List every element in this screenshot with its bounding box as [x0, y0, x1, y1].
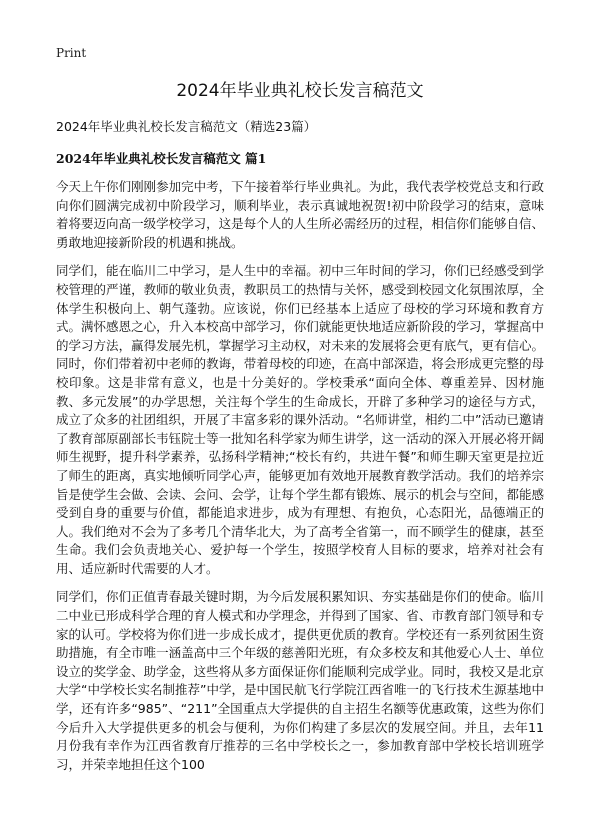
- page-title: 2024年毕业典礼校长发言稿范文: [176, 81, 424, 101]
- section-heading: 2024年毕业典礼校长发言稿范文 篇1: [56, 151, 267, 166]
- document-subtitle: 2024年毕业典礼校长发言稿范文（精选23篇）: [56, 119, 317, 134]
- print-link[interactable]: Print: [56, 46, 87, 60]
- paragraph-3: 同学们，你们正值青春最关键时期，为今后发展积累知识、夯实基础是你们的使命。临川二中业已形成科学合理的育人模式和办学理念，并得到了国家、省、市教育部门领导和专家的认可。学校将为你们进一步成长成才，提供更优质的教育。学校还有一系列贫困生资助措施，有全市唯一涵盖高中三个年级的慈善阳光班，有众多校友和其他爱心人士、单位设立的奖学金、助学金，这些将从多方面保证你们能顺利完成学业。同时，我校又是北京大学“中学校长实名制推荐”中学，是中国民航飞行学院江西省唯一的飞行技术生源基地中学，还有许多“985”、“211”全国重点大学提供的自主招生名额等优惠政策，这些为你们今后升入大学提供更多的机会与便利，为你们构建了多层次的发展空间。并且，去年11月份我有幸作为江西省教育厅推荐的三名中学校长之一，参加教育部中学校长培训班学习，并荣幸地担任这个100: [56, 589, 544, 772]
- document-body: [56, 78, 544, 784]
- paragraph-2: 同学们，能在临川二中学习，是人生中的幸福。初中三年时间的学习，你们已经感受到学校管理的严谨，教师的敬业负责，教职员工的热情与关怀，感受到校园文化氛围浓厚，全体学生积极向上、朝气蓬勃。应该说，你们已经基本上适应了母校的学习环境和教育方式。满怀感恩之心，升入本校高中部学习，你们就能更快地适应新阶段的学习，掌握高中的学习方法，赢得发展先机，掌握学习主动权，对未来的发展将会更有底气，更有信心。同时，你们带着初中老师的教诲，带着母校的印迹，在高中部深造，将会形成更完整的母校印象。这是非常有意义，也是十分美好的。学校秉承“面向全体、尊重差异、因材施教、多元发展”的办学思想，关注每个学生的生命成长，开辟了多种学习的途径与方式，成立了众多的社团组织，开展了丰富多彩的课外活动。“名师讲堂，相约二中”活动已邀请了教育部原副部长韦钰院士等一批知名科学家为师生讲学，这一活动的深入开展必将开阔师生视野，提升科学素养，弘扬科学精神;“校长有约，共进午餐”和师生聊天室更是拉近了师生的距离，真实地倾听同学心声，能够更加有效地开展教育教学活动。我们的培养宗旨是使学生会做、会读、会问、会学，让每个学生都有锻炼、展示的机会与空间，都能感受到自身的重要与价值，都能追求进步，成为有理想、有抱负，心态阳光，品德端正的人。我们绝对不会为了多考几个清华北大，为了高考全省第一，而不顾学生的健康，甚至生命。我们会负责地关心、爱护每一个学生，按照学校育人目标的要求，培养对社会有用、适应新时代需要的人才。: [56, 263, 544, 576]
- paragraph-1: 今天上午你们刚刚参加完中考，下午接着举行毕业典礼。为此，我代表学校党总支和行政向你们圆满完成初中阶段学习，顺利毕业，表示真诚地祝贺!初中阶段学习的结束，意味着将要迈向高一级学校学习，这是每个人的人生所必需经历的过程，相信你们能够自信、勇敢地迎接新阶段的机遇和挑战。: [56, 179, 544, 250]
